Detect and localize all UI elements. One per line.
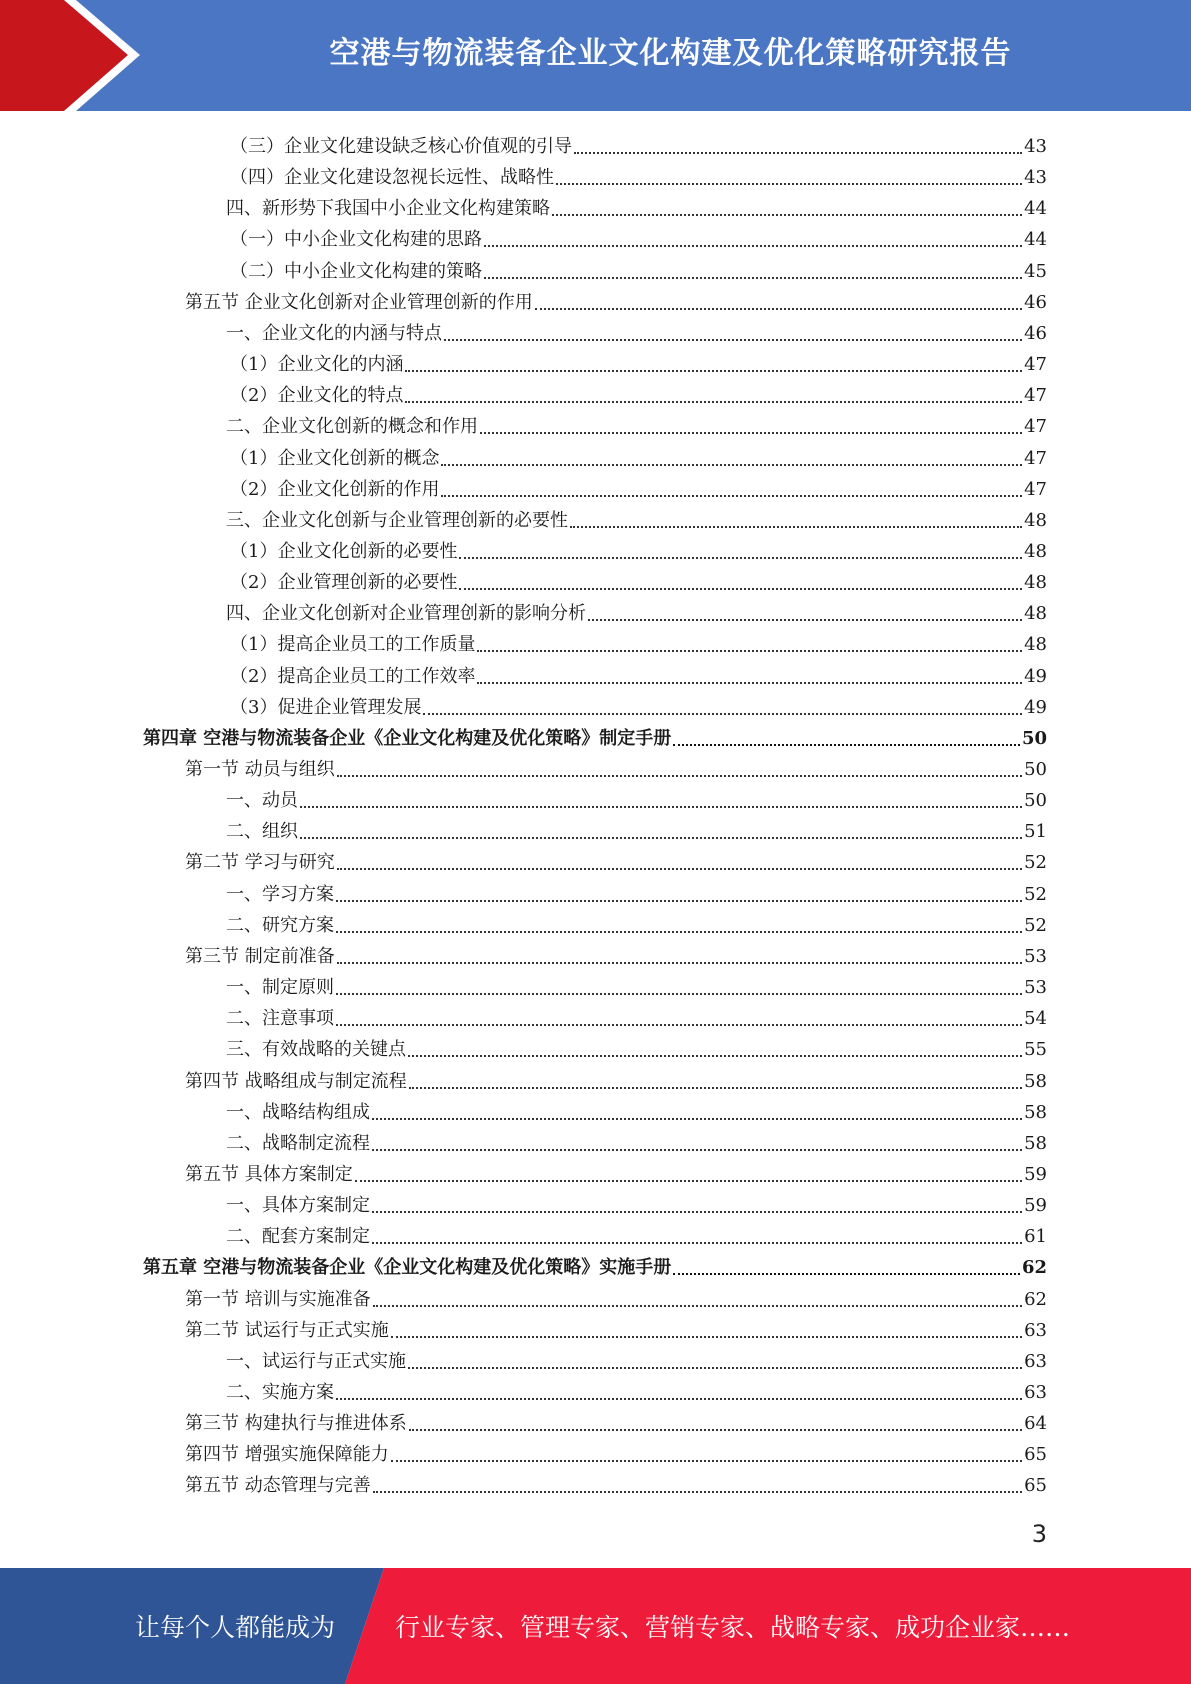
- toc-entry-label: 四、企业文化创新对企业管理创新的影响分析: [226, 603, 586, 625]
- toc-entry-page: 65: [1024, 1444, 1047, 1466]
- toc-entry-page: 63: [1024, 1319, 1047, 1341]
- toc-entry-page: 52: [1024, 883, 1047, 905]
- toc-dot-leader: [373, 1490, 1022, 1493]
- toc-entry-label: 第一节 动员与组织: [185, 759, 335, 780]
- toc-entry[interactable]: [230, 345, 1047, 376]
- toc-entry-page: 48: [1024, 634, 1047, 656]
- toc-entry-page: 64: [1024, 1413, 1047, 1435]
- toc-entry-page: 53: [1024, 945, 1047, 967]
- footer-band: [0, 1568, 1191, 1684]
- toc-entry-page: 62: [1021, 1257, 1047, 1279]
- toc-entry-label: （一）中小企业文化构建的思路: [230, 229, 482, 251]
- toc-entry-label: 第五节 企业文化创新对企业管理创新的作用: [185, 291, 533, 313]
- toc-entry[interactable]: [226, 594, 1047, 625]
- toc-dot-leader: [484, 276, 1022, 279]
- toc-entry-page: 63: [1024, 1382, 1047, 1403]
- toc-entry-label: 一、制定原则: [226, 977, 334, 999]
- header-arrow-icon: [0, 0, 150, 111]
- toc-entry-label: 第五节 动态管理与完善: [185, 1475, 371, 1497]
- toc-entry-page: 47: [1024, 478, 1047, 500]
- toc-entry[interactable]: [185, 1062, 1047, 1093]
- toc-dot-leader: [408, 1366, 1022, 1369]
- toc-entry[interactable]: [226, 999, 1047, 1030]
- toc-entry-label: 一、学习方案: [226, 883, 334, 905]
- toc-dot-leader: [337, 961, 1022, 964]
- toc-entry[interactable]: [230, 657, 1047, 688]
- toc-entry[interactable]: [226, 501, 1047, 532]
- toc-entry-label: 二、战略制定流程: [226, 1132, 370, 1154]
- footer-slogan-right: 行业专家、管理专家、营销专家、战略专家、成功企业家……: [395, 1613, 1071, 1642]
- toc-entry[interactable]: [226, 407, 1047, 438]
- toc-entry-page: 43: [1024, 136, 1047, 157]
- toc-chapter-entry[interactable]: [143, 1248, 1047, 1279]
- toc-entry-page: 48: [1024, 509, 1047, 531]
- toc-entry-label: 第二节 学习与研究: [185, 852, 335, 874]
- toc-entry-page: 44: [1024, 198, 1047, 220]
- toc-entry[interactable]: [226, 812, 1047, 843]
- toc-entry[interactable]: [226, 906, 1047, 937]
- toc-dot-leader: [300, 836, 1022, 839]
- toc-entry[interactable]: [230, 470, 1047, 501]
- toc-entry-label: 四、新形势下我国中小企业文化构建策略: [226, 198, 550, 220]
- toc-entry[interactable]: [185, 937, 1047, 968]
- toc-entry[interactable]: [185, 1311, 1047, 1342]
- toc-entry-label: （2）企业文化的特点: [230, 385, 404, 407]
- toc-entry-page: 49: [1024, 696, 1047, 718]
- toc-dot-leader: [409, 1428, 1022, 1431]
- toc-dot-leader: [570, 525, 1022, 528]
- toc-dot-leader: [336, 1397, 1022, 1400]
- toc-dot-leader: [336, 1023, 1022, 1026]
- toc-entry-page: 53: [1024, 977, 1047, 999]
- toc-entry-page: 47: [1024, 447, 1047, 469]
- toc-entry-label: 一、企业文化的内涵与特点: [226, 322, 442, 344]
- toc-entry[interactable]: [230, 688, 1047, 719]
- toc-entry-label: 一、具体方案制定: [226, 1195, 370, 1217]
- toc-entry[interactable]: [230, 376, 1047, 407]
- toc-entry-page: 52: [1024, 852, 1047, 874]
- toc-entry[interactable]: [185, 750, 1047, 781]
- toc-entry[interactable]: [230, 252, 1047, 283]
- toc-entry-page: 47: [1024, 416, 1047, 438]
- toc-dot-leader: [372, 1117, 1022, 1120]
- toc-entry-label: （三）企业文化建设缺乏核心价值观的引导: [230, 136, 572, 157]
- toc-entry-label: （四）企业文化建设忽视长远性、战略性: [230, 167, 554, 189]
- toc-entry[interactable]: [185, 1404, 1047, 1435]
- toc-entry[interactable]: [226, 1373, 1047, 1404]
- toc-entry[interactable]: [226, 781, 1047, 812]
- toc-entry-page: 59: [1024, 1163, 1047, 1185]
- toc-dot-leader: [409, 1086, 1022, 1089]
- toc-entry-page: 50: [1024, 790, 1047, 812]
- toc-entry-label: 一、动员: [226, 790, 298, 812]
- toc-entry-label: 二、组织: [226, 821, 298, 843]
- toc-entry-page: 47: [1024, 354, 1047, 376]
- toc-dot-leader: [459, 587, 1022, 590]
- toc-entry-page: 58: [1024, 1101, 1047, 1123]
- toc-entry-page: 62: [1024, 1288, 1047, 1310]
- toc-dot-leader: [477, 681, 1022, 684]
- toc-entry-page: 43: [1024, 167, 1047, 189]
- toc-entry-page: 48: [1024, 572, 1047, 594]
- toc-dot-leader: [441, 494, 1022, 497]
- toc-entry[interactable]: [185, 283, 1047, 314]
- toc-dot-leader: [484, 244, 1022, 247]
- toc-entry[interactable]: [230, 439, 1047, 470]
- toc-entry-page: 59: [1024, 1195, 1047, 1217]
- toc-entry-label: 二、研究方案: [226, 914, 334, 936]
- toc-entry-label: 三、企业文化创新与企业管理创新的必要性: [226, 509, 568, 531]
- toc-entry-page: 46: [1024, 291, 1047, 313]
- report-title: 空港与物流装备企业文化构建及优化策略研究报告: [329, 36, 1012, 71]
- toc-entry-page: 49: [1024, 665, 1047, 687]
- toc-entry[interactable]: [230, 220, 1047, 251]
- toc-dot-leader: [673, 1272, 1020, 1275]
- toc-dot-leader: [372, 1210, 1022, 1213]
- toc-entry-label: 一、试运行与正式实施: [226, 1350, 406, 1372]
- toc-dot-leader: [423, 712, 1022, 715]
- toc-dot-leader: [336, 992, 1022, 995]
- toc-entry-page: 48: [1024, 540, 1047, 562]
- toc-entry-label: 第五节 具体方案制定: [185, 1163, 353, 1185]
- toc-dot-leader: [408, 1054, 1022, 1057]
- toc-entry[interactable]: [226, 1342, 1047, 1373]
- toc-dot-leader: [480, 431, 1022, 434]
- toc-dot-leader: [535, 307, 1022, 310]
- toc-dot-leader: [459, 556, 1022, 559]
- toc-entry-label: 二、配套方案制定: [226, 1226, 370, 1248]
- toc-dot-leader: [441, 463, 1022, 466]
- toc-entry-page: 54: [1024, 1008, 1047, 1030]
- toc-dot-leader: [373, 1304, 1022, 1307]
- toc-entry[interactable]: [185, 1155, 1047, 1186]
- toc-entry[interactable]: [226, 314, 1047, 345]
- toc-entry[interactable]: [226, 1186, 1047, 1217]
- toc-dot-leader: [673, 743, 1020, 746]
- toc-entry[interactable]: [230, 127, 1047, 158]
- toc-dot-leader: [336, 899, 1022, 902]
- toc-entry-label: 二、实施方案: [226, 1382, 334, 1403]
- toc-dot-leader: [405, 400, 1022, 403]
- header-band: [0, 0, 1191, 111]
- toc-dot-leader: [300, 805, 1022, 808]
- toc-entry-label: （1）提高企业员工的工作质量: [230, 634, 476, 656]
- toc-entry-page: 51: [1024, 821, 1047, 843]
- toc-entry[interactable]: [230, 158, 1047, 189]
- toc-dot-leader: [372, 1148, 1022, 1151]
- toc-entry-page: 61: [1024, 1226, 1047, 1248]
- toc-entry-label: （2）企业文化创新的作用: [230, 478, 440, 500]
- toc-entry[interactable]: [230, 563, 1047, 594]
- toc-entry[interactable]: [185, 1435, 1047, 1466]
- toc-entry-label: （1）企业文化的内涵: [230, 354, 404, 376]
- toc-entry[interactable]: [185, 1466, 1047, 1497]
- toc-entry-page: 48: [1024, 603, 1047, 625]
- toc-entry-label: 二、企业文化创新的概念和作用: [226, 416, 478, 438]
- toc-entry-label: 第一节 培训与实施准备: [185, 1288, 371, 1310]
- toc-dot-leader: [556, 182, 1022, 185]
- toc-entry[interactable]: [230, 532, 1047, 563]
- toc-dot-leader: [391, 1459, 1022, 1462]
- toc-entry-page: 47: [1024, 385, 1047, 407]
- toc-entry-label: 第二节 试运行与正式实施: [185, 1319, 389, 1341]
- toc-entry[interactable]: [185, 1280, 1047, 1311]
- toc-entry-page: 65: [1024, 1475, 1047, 1497]
- toc-entry-page: 55: [1024, 1039, 1047, 1061]
- toc-entry-page: 45: [1024, 260, 1047, 282]
- toc-entry[interactable]: [226, 968, 1047, 999]
- toc-entry-page: 58: [1024, 1132, 1047, 1154]
- toc-dot-leader: [574, 151, 1022, 154]
- toc-entry-page: 63: [1024, 1350, 1047, 1372]
- toc-entry-label: 三、有效战略的关键点: [226, 1039, 406, 1061]
- toc-entry-label: （2）企业管理创新的必要性: [230, 572, 458, 594]
- toc-entry-label: （1）企业文化创新的必要性: [230, 540, 458, 562]
- toc-entry-label: 一、战略结构组成: [226, 1101, 370, 1123]
- toc-entry-label: 第三节 构建执行与推进体系: [185, 1413, 407, 1435]
- toc-entry-label: 第四节 战略组成与制定流程: [185, 1070, 407, 1092]
- toc-entry-label: （3）促进企业管理发展: [230, 696, 422, 718]
- toc-dot-leader: [336, 930, 1022, 933]
- toc-dot-leader: [391, 1335, 1022, 1338]
- toc-dot-leader: [444, 338, 1022, 341]
- toc-entry[interactable]: [230, 625, 1047, 656]
- toc-entry-label: 第四章 空港与物流装备企业《企业文化构建及优化策略》制定手册: [143, 727, 672, 749]
- toc-entry[interactable]: [185, 843, 1047, 874]
- toc-entry[interactable]: [226, 1030, 1047, 1061]
- toc-entry[interactable]: [226, 875, 1047, 906]
- toc-entry[interactable]: [226, 1093, 1047, 1124]
- toc-entry-label: （二）中小企业文化构建的策略: [230, 260, 482, 282]
- toc-entry-label: 第五章 空港与物流装备企业《企业文化构建及优化策略》实施手册: [143, 1257, 672, 1279]
- toc-entry-page: 50: [1024, 759, 1047, 780]
- footer-slogan-left: 让每个人都能成为: [134, 1613, 335, 1642]
- toc-entry-page: 58: [1024, 1070, 1047, 1092]
- toc-dot-leader: [588, 618, 1022, 621]
- toc-entry-label: （2）提高企业员工的工作效率: [230, 665, 476, 687]
- toc-entry[interactable]: [226, 1124, 1047, 1155]
- toc-dot-leader: [355, 1179, 1022, 1182]
- toc-entry[interactable]: [226, 189, 1047, 220]
- toc-dot-leader: [552, 213, 1022, 216]
- toc-entry-page: 52: [1024, 914, 1047, 936]
- toc-entry[interactable]: [226, 1217, 1047, 1248]
- toc-dot-leader: [405, 369, 1022, 372]
- toc-entry-label: 二、注意事项: [226, 1008, 334, 1030]
- toc-entry-label: 第四节 增强实施保障能力: [185, 1444, 389, 1466]
- toc-dot-leader: [372, 1241, 1022, 1244]
- toc-entry-label: 第三节 制定前准备: [185, 945, 335, 967]
- toc-entry-label: （1）企业文化创新的概念: [230, 447, 440, 469]
- toc-entry-page: 44: [1024, 229, 1047, 251]
- page-number: 3: [1031, 1520, 1047, 1548]
- toc-chapter-entry[interactable]: [143, 719, 1047, 750]
- toc-entry-page: 50: [1021, 727, 1047, 749]
- toc-dot-leader: [477, 649, 1022, 652]
- toc-dot-leader: [337, 867, 1022, 870]
- toc-entry-page: 46: [1024, 322, 1047, 344]
- toc-dot-leader: [337, 774, 1022, 777]
